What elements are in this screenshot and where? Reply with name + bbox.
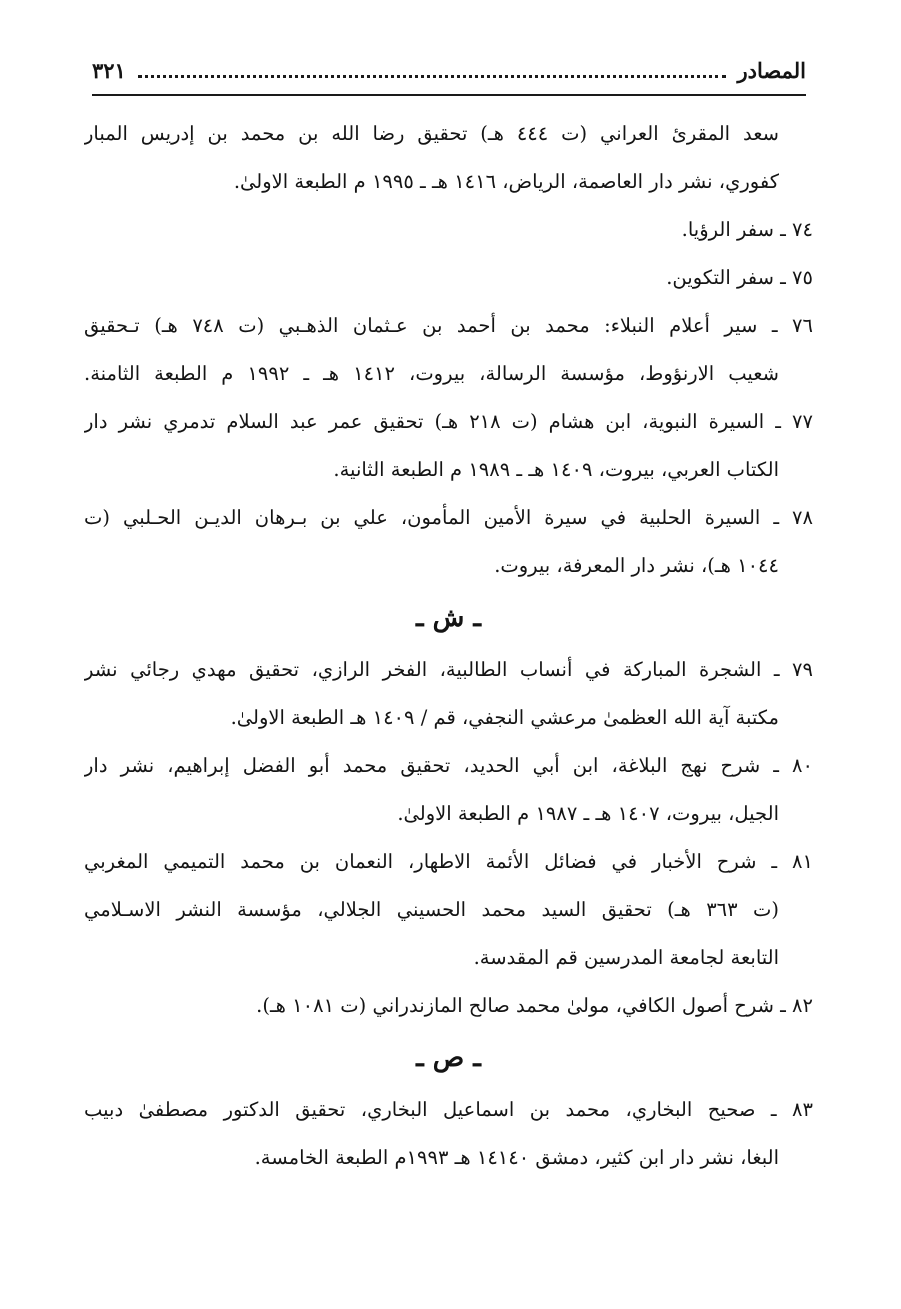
bibliography-list (84, 110, 813, 1182)
header-rule (92, 94, 806, 96)
bibliography-line: مكتبة آية الله العظمىٰ مرعشي النجفي، قم / ١٤٠٩ هـ الطبعة الاولىٰ. (230, 706, 779, 729)
running-head-title: المصادر (737, 57, 806, 83)
bibliography-line: البغا، نشر دار ابن كثير، دمشق ١٤١٤٠ هـ ١٩٩٣م الطبعة الخامسة. (254, 1146, 779, 1169)
section-heading: ـ ش ـ (415, 603, 482, 633)
page-number: ٣٢١ (92, 57, 126, 83)
bibliography-line: ٨١ ـ شرح الأخبار في فضائل الأئمة الاطهار، النعمان بن محمد التميمي المغربي (84, 850, 813, 873)
bibliography-line: ٧٩ ـ الشجرة المباركة في أنساب الطالبية، الفخر الرازي، تحقيق مهدي رجائي نشر (84, 658, 813, 681)
bibliography-line: ٧٨ ـ السيرة الحلبية في سيرة الأمين المأمون، علي بن بـرهان الديـن الحـلبي (ت (84, 506, 813, 529)
section-heading: ـ ص ـ (416, 1043, 481, 1073)
bibliography-line: ٧٥ ـ سفر التكوين. (666, 266, 813, 289)
bibliography-line: (ت ٣٦٣ هـ) تحقيق السيد محمد الحسيني الجلالي، مؤسسة النشر الاسـلامي (84, 898, 779, 921)
bibliography-line: ٨٣ ـ صحيح البخاري، محمد بن اسماعيل البخاري، تحقيق الدكتور مصطفىٰ دبيب (84, 1098, 813, 1121)
bibliography-line: ٨٠ ـ شرح نهج البلاغة، ابن أبي الحديد، تحقيق محمد أبو الفضل إبراهيم، نشر دار (84, 754, 813, 777)
bibliography-line: الجيل، بيروت، ١٤٠٧ هـ ـ ١٩٨٧ م الطبعة الاولىٰ. (397, 802, 779, 825)
bibliography-line: شعيب الارنؤوط، مؤسسة الرسالة، بيروت، ١٤١٢ هـ ـ ١٩٩٢ م الطبعة الثامنة. (84, 362, 779, 385)
bibliography-line: ٧٤ ـ سفر الرؤيا. (681, 218, 813, 241)
leader-dots (138, 75, 726, 78)
bibliography-line: التابعة لجامعة المدرسين قم المقدسة. (473, 946, 779, 969)
bibliography-line: ٧٦ ـ سير أعلام النبلاء: محمد بن أحمد بن عـثمان الذهـبي (ت ٧٤٨ هـ) تـحقيق (84, 314, 813, 337)
bibliography-line: ١٠٤٤ هـ)، نشر دار المعرفة، بيروت. (494, 554, 779, 577)
bibliography-line: كفوري، نشر دار العاصمة، الرياض، ١٤١٦ هـ ـ ١٩٩٥ م الطبعة الاولىٰ. (233, 170, 779, 193)
page-header (92, 50, 806, 90)
bibliography-line: ٨٢ ـ شرح أصول الكافي، مولىٰ محمد صالح المازندراني (ت ١٠٨١ هـ). (256, 994, 813, 1017)
bibliography-line: سعد المقرئ العراني (ت ٤٤٤ هـ) تحقيق رضا الله بن محمد بن إدريس المبار (84, 122, 779, 145)
bibliography-line: ٧٧ ـ السيرة النبوية، ابن هشام (ت ٢١٨ هـ) تحقيق عمر عبد السلام تدمري نشر دار (84, 410, 813, 433)
bibliography-line: الكتاب العربي، بيروت، ١٤٠٩ هـ ـ ١٩٨٩ م الطبعة الثانية. (333, 458, 779, 481)
